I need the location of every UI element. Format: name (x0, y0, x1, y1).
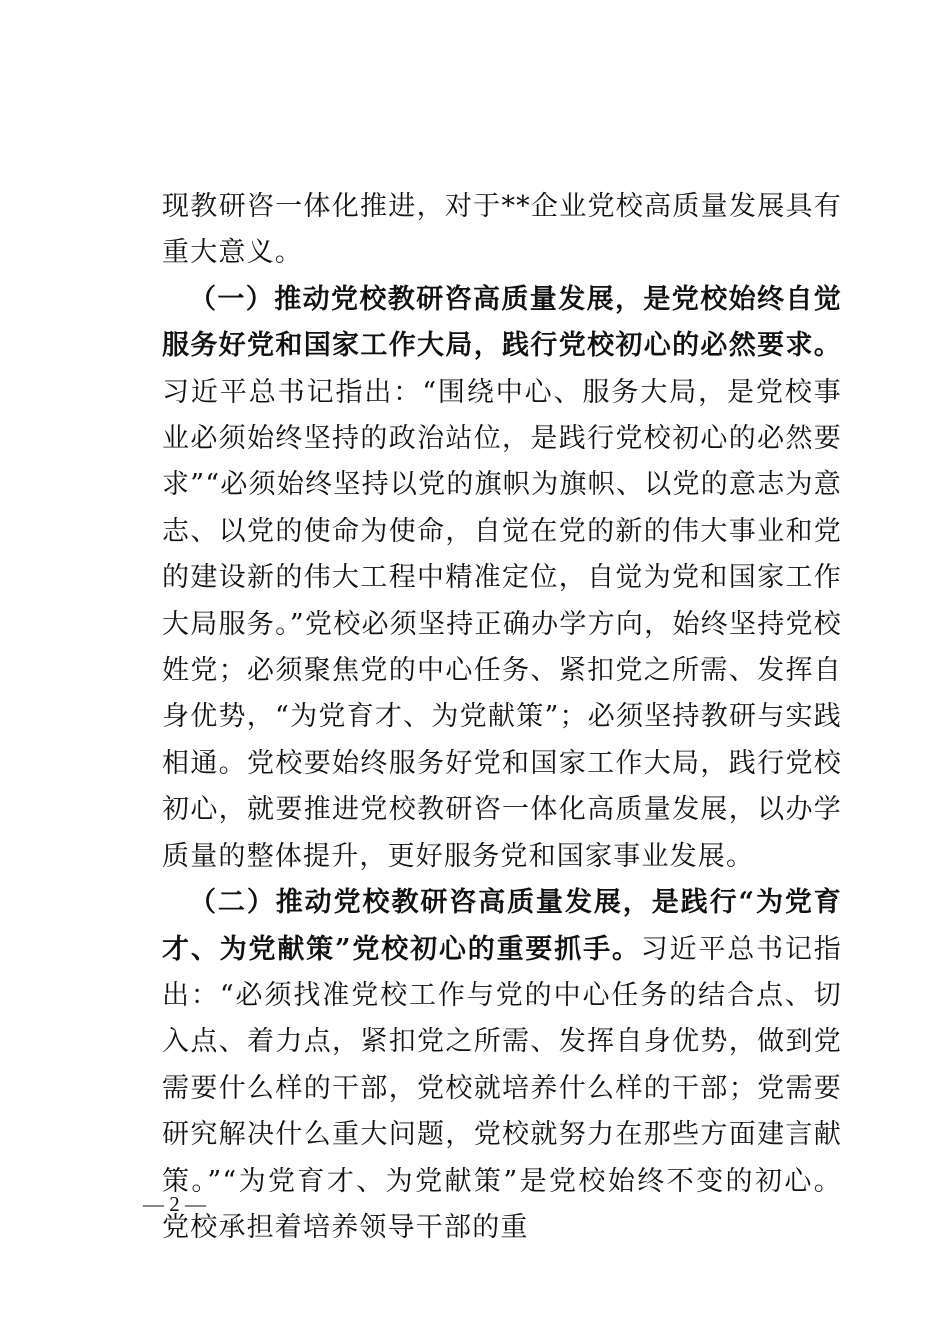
section-one-heading: （一）推动党校教研咨高质量发展，是党校始终自觉服务好党和国家工作大局，践行党校初心的必然要求。 (162, 283, 842, 362)
paragraph-continuation (162, 184, 842, 277)
section-two-heading: （二）推动党校教研咨高质量发展，是践行“为党育才、为党献策”党校初心的重要抓手。 (162, 887, 842, 965)
section-one-text: 习近平总书记指出：“围绕中心、服务大局，是党校事业必须始终坚持的政治站位，是践行党校初心的必然要求”“必须始终坚持以党的旗帜为旗帜、以党的意志为意志、以党的使命为使命，自觉在党的新的伟大事业和党的建设新的伟大工程中精准定位，自觉为党和国家工作大局服务。”党校必须坚持正确办学方向，始终坚持党校姓党；必须聚焦党的中心任务、紧扣党之所需、发挥自身优势，“为党育才、为党献策”；必须坚持教研与实践相通。党校要始终服务好党和国家工作大局，践行党校初心，就要推进党校教研咨一体化高质量发展，以办学质量的整体提升，更好服务党和国家事业发展。 (162, 376, 842, 872)
paragraph-text: 现教研咨一体化推进，对于**企业党校高质量发展具有重大意义。 (162, 191, 842, 269)
paragraph-section-two (162, 880, 842, 1251)
paragraph-section-one (162, 277, 842, 880)
document-body (162, 184, 842, 1251)
section-two-text: 习近平总书记指出：“必须找准党校工作与党的中心任务的结合点、切入点、着力点，紧扣党之所需、发挥自身优势，做到党需要什么样的干部，党校就培养什么样的干部；党需要研究解决什么重大问题，党校就努力在那些方面建言献策。”“为党育才、为党献策”是党校始终不变的初心。党校承担着培养领导干部的重 (162, 933, 842, 1243)
page-number: — 2 — (143, 1192, 206, 1216)
